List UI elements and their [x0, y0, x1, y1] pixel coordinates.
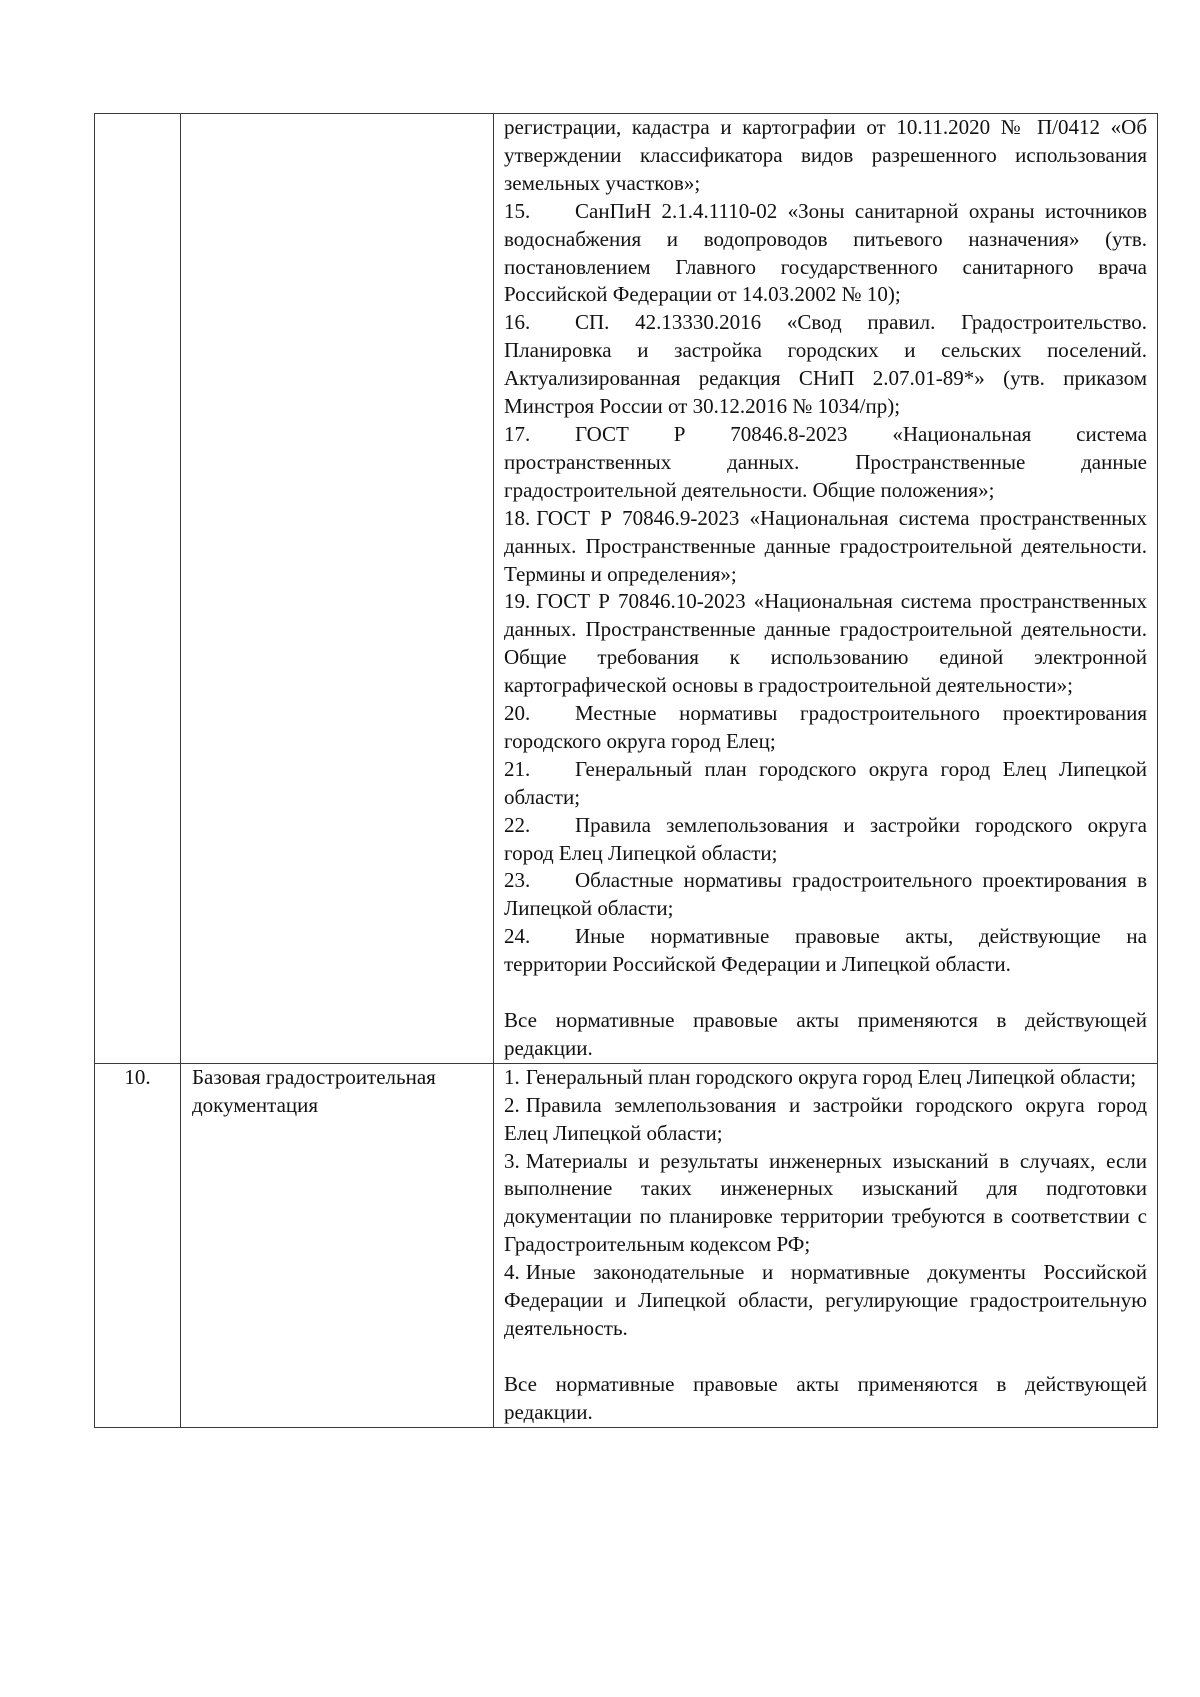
list-item: 16. СП. 42.13330.2016 «Свод правил. Градостроительство. Планировка и застройка городских и сельских поселений. Актуализированная редакция СНиП 2.07.01-89*» (утв. приказом Минстроя России от 30.12.2016 № 1034/пр); [504, 310, 1147, 419]
list-item: 23. Областные нормативы градостроительного проектирования в Липецкой области; [504, 868, 1147, 921]
row-content-cell [494, 114, 1158, 1064]
spacer [504, 1343, 1147, 1371]
row-name-cell: Базовая градостроительная документация [181, 1063, 494, 1427]
list-item: 15. СанПиН 2.1.4.1110-02 «Зоны санитарной охраны источников водоснабжения и водопроводов питьевого назначения» (утв. постановлением Главного государственного санитарного врача Российской Федерации от 14.03.2002 № 10); [504, 198, 1147, 307]
list-item: 24. Иные нормативные правовые акты, действующие на территории Российской Федерации и Липецкой области. [504, 924, 1147, 977]
list-item: 21. Генеральный план городского округа город Елец Липецкой области; [504, 756, 1147, 809]
list-item: 22. Правила землепользования и застройки городского округа город Елец Липецкой области; [504, 812, 1147, 865]
row-content-cell [494, 1063, 1158, 1427]
table-row [95, 114, 1158, 1064]
row-name-cell [181, 114, 494, 1064]
list-item: 18. ГОСТ Р 70846.9-2023 «Национальная система пространственных данных. Пространственные данные градостроительной деятельности. Термины и определения»; [504, 505, 1147, 586]
edition-note: Все нормативные правовые акты применяются в действующей редакции. [504, 1007, 1147, 1060]
list-item: регистрации, кадастра и картографии от 10.11.2020 № П/0412 «Об утверждении классификатора видов разрешенного использования земельных участков»; [504, 115, 1147, 195]
list-item: 2. Правила землепользования и застройки городского округа город Елец Липецкой области; [504, 1092, 1147, 1145]
list-item: 3. Материалы и результаты инженерных изысканий в случаях, если выполнение таких инженерных изысканий для подготовки документации по планировке территории требуются в соответствии с Градостроительным кодексом РФ; [504, 1148, 1147, 1257]
list-item: 4. Иные законодательные и нормативные документы Российской Федерации и Липецкой области, регулирующие градостроительную деятельность. [504, 1260, 1147, 1340]
spacer [504, 979, 1147, 1007]
row-number-cell [95, 114, 181, 1064]
list-item: 17. ГОСТ Р 70846.8-2023 «Национальная система пространственных данных. Пространственные данные градостроительной деятельности. Общие положения»; [504, 421, 1147, 502]
list-item: 19. ГОСТ Р 70846.10-2023 «Национальная система пространственных данных. Пространственные данные градостроительной деятельности. Общие требования к использованию единой электронной картографической основы в градостроительной деятельности»; [504, 589, 1147, 698]
list-item: 20. Местные нормативы градостроительного проектирования городского округа город Елец; [504, 701, 1147, 753]
list-item: 1. Генеральный план городского округа город Елец Липецкой области; [504, 1064, 1137, 1089]
row-number-cell: 10. [95, 1063, 181, 1427]
edition-note: Все нормативные правовые акты применяются в действующей редакции. [504, 1371, 1147, 1424]
table-row [95, 1063, 1158, 1427]
requirements-table [94, 113, 1158, 1428]
